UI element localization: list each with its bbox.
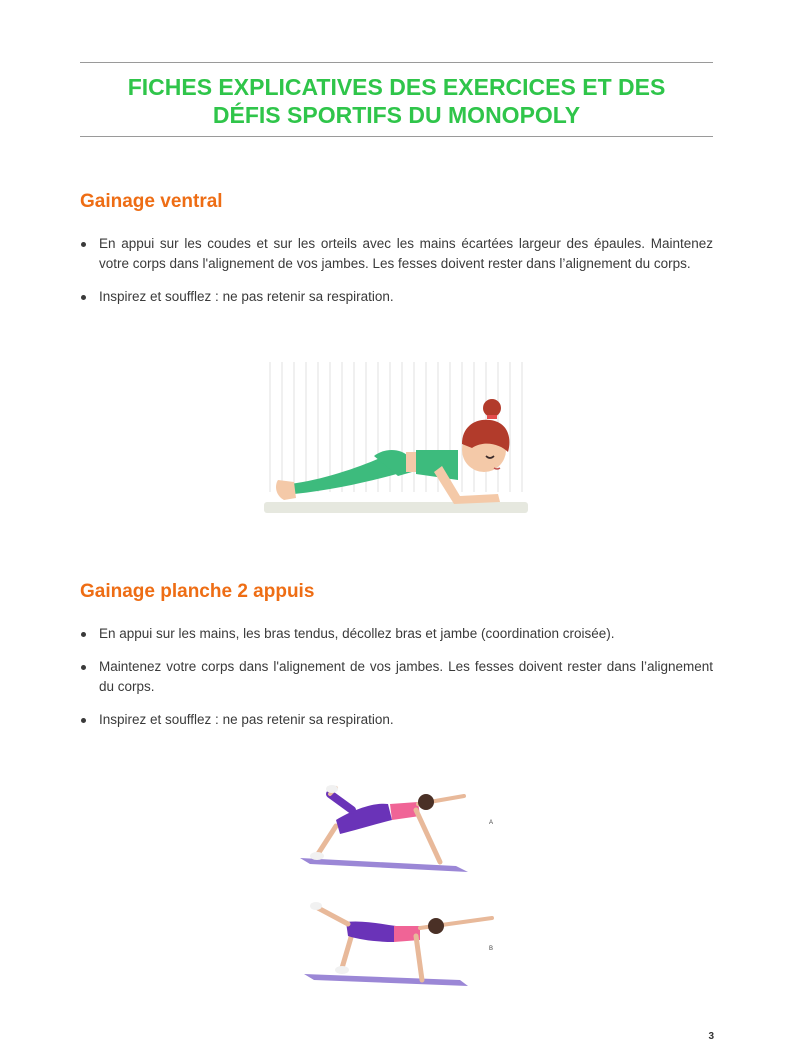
section-title-gainage-planche: Gainage planche 2 appuis bbox=[80, 581, 315, 602]
floor bbox=[264, 502, 528, 513]
shorts bbox=[346, 921, 396, 942]
page-number: 3 bbox=[708, 1031, 714, 1042]
page-title-line-1: FICHES EXPLICATIVES DES EXERCICES ET DES bbox=[127, 74, 666, 100]
hair-bun bbox=[483, 399, 501, 417]
list-item: Inspirez et soufflez : ne pas retenir sa respiration. bbox=[80, 287, 713, 307]
sneaker bbox=[310, 902, 322, 910]
head bbox=[428, 918, 444, 934]
exercise-mat bbox=[304, 974, 468, 986]
list-item: En appui sur les mains, les bras tendus, décollez bras et jambe (coordination croisée). bbox=[80, 624, 713, 644]
photo-label-b: B bbox=[489, 946, 494, 952]
hair-tie bbox=[487, 415, 497, 419]
feet bbox=[276, 480, 296, 500]
title-bottom-rule bbox=[80, 136, 713, 137]
list-item: En appui sur les coudes et sur les orteils avec les mains écartées largeur des épaules. Maintenez votre corps dans l'alignement de vos jambes. Les fesses doivent rester dans l’alignement du corps. bbox=[80, 234, 713, 274]
sneaker bbox=[335, 966, 349, 974]
plank-illustration bbox=[262, 362, 532, 517]
top-rule bbox=[80, 62, 713, 63]
plank-photo-b bbox=[296, 892, 506, 992]
bullet-list-gainage-planche bbox=[80, 624, 713, 743]
head bbox=[418, 794, 434, 810]
photo-label-a: A bbox=[489, 820, 494, 826]
list-item: Inspirez et soufflez : ne pas retenir sa respiration. bbox=[80, 710, 713, 730]
page-title bbox=[80, 73, 713, 129]
sneaker bbox=[310, 852, 324, 860]
exercise-mat bbox=[300, 858, 468, 872]
list-item: Maintenez votre corps dans l'alignement de vos jambes. Les fesses doivent rester dans l’alignement du corps. bbox=[80, 657, 713, 697]
sneaker bbox=[326, 785, 338, 793]
mouth bbox=[494, 468, 500, 469]
page-title-line-2: DÉFIS SPORTIFS DU MONOPOLY bbox=[212, 102, 581, 128]
plank-photo-a bbox=[296, 780, 506, 880]
bullet-list-gainage-ventral bbox=[80, 234, 713, 320]
forearm bbox=[434, 466, 500, 504]
section-title-gainage-ventral: Gainage ventral bbox=[80, 191, 223, 212]
